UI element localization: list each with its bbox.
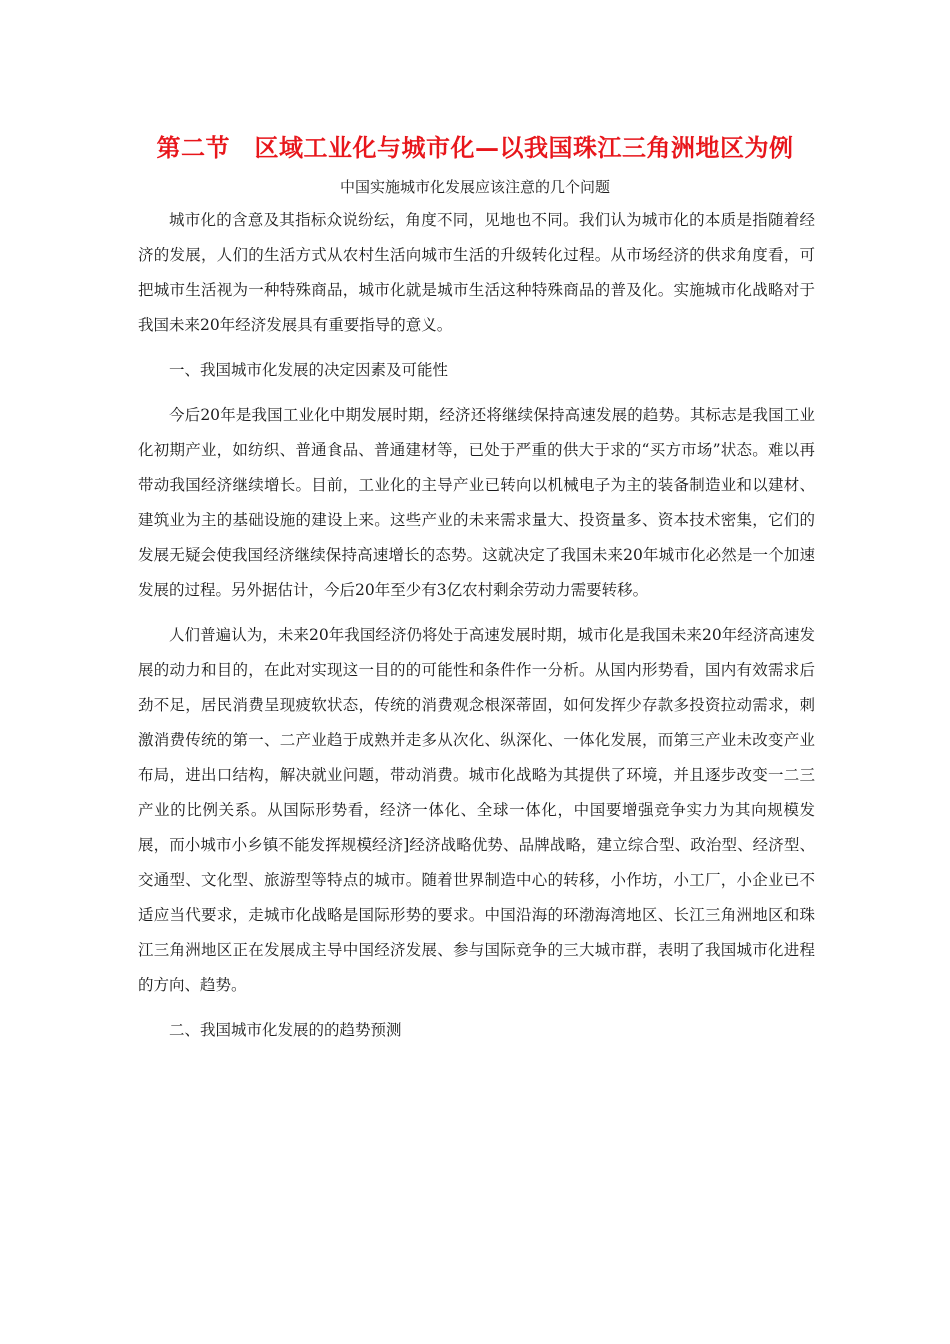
section-heading-1: 一、我国城市化发展的决定因素及可能性: [169, 361, 449, 379]
paragraph-analysis: 人们普遍认为，未来20年我国经济仍将处于高速发展时期，城市化是我国未来20年经济高速发展的动力和目的，在此对实现这一目的的可能性和条件作一分析。从国内形势看，国内有效需求后劲不足，居民消费呈现疲软状态，传统的消费观念根深蒂固，如何发挥少存款多投资拉动需求，刺激消费传统的第一、二产业趋于成熟并走多从次化、纵深化、一体化发展，而第三产业未改变产业布局，进出口结构，解决就业问题，带动消费。城市化战略为其提供了环境，并且逐步改变一二三产业的比例关系。从国际形势看，经济一体化、全球一体化，中国要增强竞争实力为其向规模发展，而小城市小乡镇不能发挥规模经济]经济战略优势、品牌战略，建立综合型、政治型、经济型、交通型、文化型、旅游型等特点的城市。随着世界制造中心的转移，小作坊，小工厂，小企业已不适应当代要求，走城市化战略是国际形势的要求。中国沿海的环渤海湾地区、长江三角洲地区和珠江三角洲地区正在发展成主导中国经济发展、参与国际竞争的三大城市群，表明了我国城市化进程的方向、趋势。: [138, 626, 815, 994]
document-body: [138, 203, 815, 1048]
paragraph-industrialization: 今后20年是我国工业化中期发展时期，经济还将继续保持高速发展的趋势。其标志是我国工业化初期产业，如纺织、普通食品、普通建材等，已处于严重的供大于求的“买方市场”状态。难以再带动我国经济继续增长。目前，工业化的主导产业已转向以机械电子为主的装备制造业和以建材、建筑业为主的基础设施的建设上来。这些产业的未来需求量大、投资量多、资本技术密集，它们的发展无疑会使我国经济继续保持高速增长的态势。这就决定了我国未来20年城市化必然是一个加速发展的过程。另外据估计，今后20年至少有3亿农村剩余劳动力需要转移。: [138, 406, 815, 599]
section-heading-2: 二、我国城市化发展的的趋势预测: [169, 1021, 402, 1039]
paragraph-intro: 城市化的含意及其指标众说纷纭，角度不同，见地也不同。我们认为城市化的本质是指随着经济的发展，人们的生活方式从农村生活向城市生活的升级转化过程。从市场经济的供求角度看，可把城市生活视为一种特殊商品，城市化就是城市生活这种特殊商品的普及化。实施城市化战略对于我国未来20年经济发展具有重要指导的意义。: [138, 211, 815, 334]
page-title: 第二节 区域工业化与城市化—以我国珠江三角洲地区为例: [156, 133, 794, 162]
page-subtitle: 中国实施城市化发展应该注意的几个问题: [339, 178, 610, 196]
